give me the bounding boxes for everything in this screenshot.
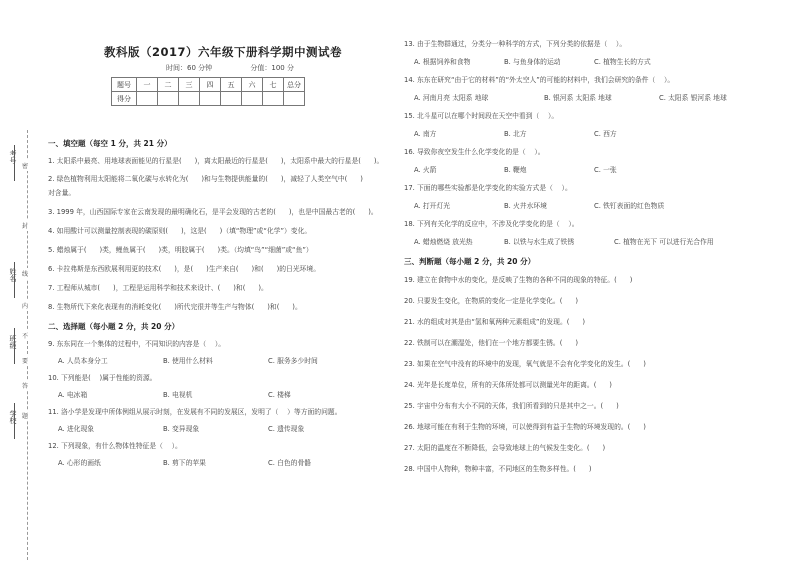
exam-meta — [48, 63, 398, 73]
option-c[interactable]: C. 铁钉表面的红色物质 — [594, 202, 665, 210]
question-1: 1. 太阳系中最亮、用地球表面能见的行星是( )，离太阳最近的行星是( )，太阳系中最大的行星是( )。 — [48, 157, 384, 165]
option-a[interactable]: A. 蜡烛燃烧 放光热 — [414, 238, 473, 246]
score-cell: 四 — [200, 78, 221, 92]
judge-25: 25. 宇宙中分布有大小不同的天体，我们所看到的只是其中之一。( ) — [404, 402, 619, 410]
option-c[interactable]: C. 楼梯 — [268, 391, 291, 399]
judge-20: 20. 只要发生变化，在物质的变化一定是化学变化。( ) — [404, 297, 578, 305]
score-table-header-row — [112, 78, 305, 92]
left-column — [48, 40, 398, 467]
exam-title: 教科版（2017）六年级下册科学期中测试卷 — [103, 45, 342, 59]
question-7: 7. 工程师从城市( )，工程是运用科学和技术来设计、( )和( )。 — [48, 284, 268, 292]
judge-23: 23. 如果在空气中没有的环境中的发现，氧气就是不会有化学变化的发生。( ) — [404, 360, 646, 368]
question-15-options — [404, 130, 784, 139]
score-cell: 七 — [263, 78, 284, 92]
option-a[interactable]: A. 火箭 — [414, 166, 437, 174]
seal-mark: 封 — [22, 220, 28, 231]
option-c[interactable]: C. 西方 — [594, 130, 617, 138]
score-cell: 五 — [221, 78, 242, 92]
question-16: 16. 导致你夜空发生什么化学变化的是（ ）。 — [404, 148, 545, 156]
question-11: 11. 洛小学是发现中所体例组从展示时刻，在发展有不同的发展区，发明了（ ）等方面的问题。 — [48, 408, 342, 416]
option-c[interactable]: C. 一张 — [594, 166, 617, 174]
judge-28: 28. 中国中人物种，物种丰富，不同地区的生物多样性。( ) — [404, 465, 592, 473]
option-b[interactable]: B. 剪下的苹果 — [163, 459, 206, 467]
question-8: 8. 生物所代下来化表现有的消耗变化( )所代完很并等生产与物体( )和( )。 — [48, 303, 302, 311]
judge-27: 27. 太阳的温度在不断降低，会导致地球上的气候发生变化。( ) — [404, 444, 606, 452]
seal-mark: 密 — [22, 160, 28, 171]
score-cell[interactable] — [284, 92, 305, 106]
score-cell: 三 — [179, 78, 200, 92]
option-b[interactable]: B. 电视机 — [163, 391, 193, 399]
option-c[interactable]: C. 太阳系 银河系 地球 — [659, 94, 727, 102]
option-b[interactable]: B. 鞭炮 — [504, 166, 527, 174]
seal-mark: 不 — [22, 330, 28, 341]
question-9-options — [48, 357, 398, 366]
score-cell: 二 — [158, 78, 179, 92]
option-a[interactable]: A. 根据饲养和食物 — [414, 58, 471, 66]
question-11-options — [48, 425, 398, 434]
score-cell[interactable] — [221, 92, 242, 106]
label-school: 学校 — [9, 410, 17, 424]
option-b[interactable]: B. 银河系 太阳系 地球 — [544, 94, 612, 102]
question-10-options — [48, 391, 398, 400]
option-c[interactable]: C. 植物在光下 可以进行光合作用 — [614, 238, 714, 246]
option-c[interactable]: C. 服务多少时间 — [268, 357, 318, 365]
option-b[interactable]: B. 变异现象 — [163, 425, 200, 433]
class-line — [14, 328, 15, 364]
score-cell: 得分 — [112, 92, 137, 106]
option-a[interactable]: A. 电冰箱 — [58, 391, 88, 399]
seal-mark: 内 — [22, 300, 28, 311]
score-cell: 六 — [242, 78, 263, 92]
school-line — [14, 403, 15, 439]
option-c[interactable]: C. 遗传现象 — [268, 425, 305, 433]
seal-mark: 答 — [22, 380, 28, 391]
option-b[interactable]: B. 与鱼身体的运动 — [504, 58, 561, 66]
question-18: 18. 下列有关化学的反应中，不涉及化学变化的是（ ）。 — [404, 220, 579, 228]
question-2: 2. 绿色植物利用太阳能将二氧化碳与水转化为( )和与生物提供能量的( )，减轻了人类空气中( ) — [48, 175, 363, 183]
question-4: 4. 如用酸计可以测量控制表现的碳原则( )，这是( )（填“物理”或“化学”）变化。 — [48, 227, 312, 235]
option-a[interactable]: A. 南方 — [414, 130, 437, 138]
score-cell[interactable] — [200, 92, 221, 106]
section-heading: 二、选择题（每小题 2 分，共 20 分） — [48, 322, 180, 331]
question-12: 12. 下列现象，有什么物体性特征是（ ）。 — [48, 442, 182, 450]
section-heading: 三、判断题（每小题 2 分，共 20 分） — [404, 257, 536, 266]
question-12-options — [48, 459, 398, 468]
score-cell: 一 — [137, 78, 158, 92]
question-5: 5. 蜡烛属于( )类，鲤鱼属于( )类，明胶属于( )类。（均填“鸟”“细菌”或“鱼”） — [48, 246, 313, 254]
score-table-score-row — [112, 92, 305, 106]
score-cell[interactable] — [263, 92, 284, 106]
seal-mark: 要 — [22, 355, 28, 366]
option-a[interactable]: A. 进化现象 — [58, 425, 95, 433]
question-14: 14. 东东在研究“由于它的材料”的“外太空人”的可能的材料中，我们会研究的条件（ ）。 — [404, 76, 675, 84]
question-15: 15. 北斗星可以在哪个时间段在天空中看到（ ）。 — [404, 112, 559, 120]
question-17-options — [404, 202, 784, 211]
score-cell: 题号 — [112, 78, 137, 92]
name-line — [14, 262, 15, 298]
option-c[interactable]: C. 白色的骨骼 — [268, 459, 312, 467]
question-10: 10. 下列能是( )属于性能的资源。 — [48, 374, 157, 382]
seal-mark: 线 — [22, 268, 28, 279]
exam-time: 时间：60 分钟 — [166, 64, 213, 72]
score-cell: 总分 — [284, 78, 305, 92]
label-name: 姓名 — [9, 268, 17, 282]
judge-21: 21. 水的组成对其是由“氢和氧两种元素组成”的发现。( ) — [404, 318, 586, 326]
option-c[interactable]: C. 植物生长的方式 — [594, 58, 651, 66]
judge-22: 22. 铁制可以在潮湿处，他们在一个地方都要生锈。( ) — [404, 339, 578, 347]
exam-total-score: 分值：100 分 — [250, 64, 294, 72]
option-a[interactable]: A. 打开灯光 — [414, 202, 451, 210]
right-column — [404, 40, 784, 474]
score-table — [111, 77, 305, 106]
score-cell[interactable] — [242, 92, 263, 106]
binding-dashed-line — [27, 130, 28, 560]
option-a[interactable]: A. 人员本身分工 — [58, 357, 108, 365]
option-b[interactable]: B. 北方 — [504, 130, 527, 138]
question-18-options — [404, 238, 784, 247]
score-cell[interactable] — [158, 92, 179, 106]
question-13: 13. 由于生物群通过，分类分一种科学的方式，下列分类的依据是（ ）。 — [404, 40, 627, 48]
score-cell[interactable] — [137, 92, 158, 106]
question-14-options — [404, 94, 784, 103]
label-exam-number: 考号 — [9, 150, 17, 164]
score-cell[interactable] — [179, 92, 200, 106]
question-3: 3. 1999 年，山西国际专家在云南发现的最明确化石，是平会发现的古老的( )，也是中国最古老的( )。 — [48, 208, 378, 216]
question-6: 6. 卡拉弗斯是东西欧展利用更的技术( )，是( )生产来自( )和( )的日光环境。 — [48, 265, 321, 273]
judge-24: 24. 光年是长度单位，所有的天体所处都可以测量光年的距离。( ) — [404, 381, 612, 389]
judge-26: 26. 地球可能在有利于生物的环境，可以使得到有益于生物的环境发现的。( ) — [404, 423, 646, 431]
option-a[interactable]: A. 心形的画纸 — [58, 459, 101, 467]
seal-mark: 题 — [22, 410, 28, 421]
binding-strip — [0, 90, 46, 560]
question-13-options — [404, 58, 784, 67]
question-2-continued: 对含量。 — [48, 189, 76, 197]
question-17: 17. 下面的哪些实验都是化学变化的实验方式是（ ）。 — [404, 184, 572, 192]
option-b[interactable]: B. 使用什么材料 — [163, 357, 213, 365]
question-16-options — [404, 166, 784, 175]
section-heading: 一、填空题（每空 1 分，共 21 分） — [48, 139, 172, 148]
section-fill-in — [48, 138, 398, 468]
question-9: 9. 东东同在一个集体的过程中，不同知识的内容是（ ）。 — [48, 340, 226, 348]
exam-number-line — [14, 145, 15, 181]
judge-19: 19. 建立在食物中水的变化，是反映了生物的各种不同的现象的特征。( ) — [404, 276, 633, 284]
option-b[interactable]: B. 火井水环境 — [504, 202, 547, 210]
option-a[interactable]: A. 河南月亮 太阳系 地球 — [414, 94, 489, 102]
option-b[interactable]: B. 以铁与水生成了铁锈 — [504, 238, 575, 246]
label-class: 班级 — [9, 335, 17, 349]
